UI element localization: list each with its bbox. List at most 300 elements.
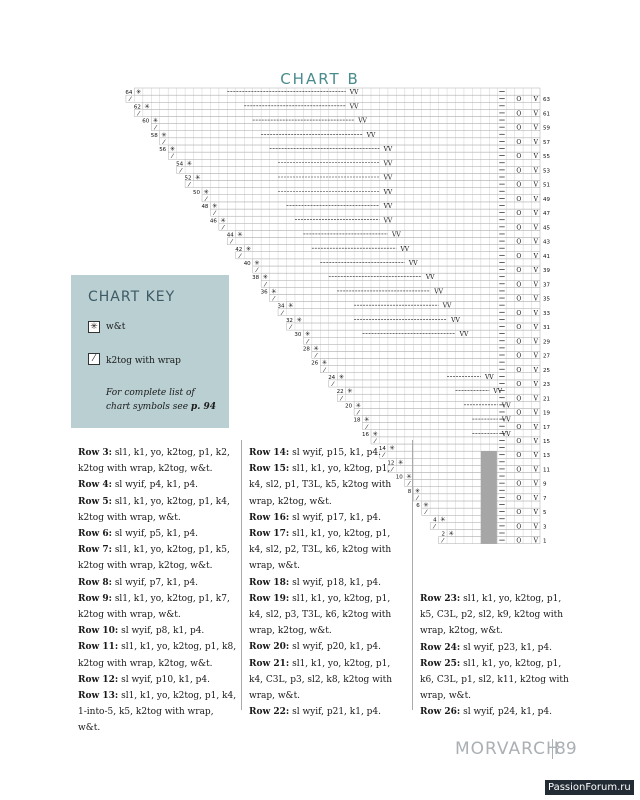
yarn-over-icon: O (516, 381, 522, 389)
row-text: sl wyif, p20, k1, p4. (289, 642, 382, 653)
cable-stitch-icon: VV (501, 430, 511, 438)
row-number-right: 37 (543, 282, 550, 289)
k2tog-with-wrap-icon: ⁄ (442, 536, 444, 545)
chart-row (312, 344, 540, 351)
row-number-right: 27 (543, 353, 550, 360)
slip-stitch-icon: V (533, 338, 538, 346)
instructions-column-3 (420, 591, 578, 721)
row-text: sl wyif, p21, k1, p4. (289, 707, 382, 718)
watermark: PassionForum.ru (545, 780, 634, 795)
slip-stitch-icon: V (533, 494, 538, 502)
wrap-and-turn-icon: ✳ (389, 444, 395, 453)
row-number-left: 18 (353, 417, 361, 424)
row-text: sl1, k1, yo, k2tog, p1, k5, k2tog with wrap, k2tog, w&t. (78, 545, 230, 572)
yarn-over-icon: O (516, 452, 522, 460)
row-text: sl wyif, p24, k1, p4. (460, 707, 553, 718)
chart-row (346, 387, 540, 394)
row-number-right: 43 (543, 239, 550, 246)
row-number-left: 12 (387, 460, 395, 467)
wrap-and-turn-icon: ✳ (397, 458, 404, 467)
slip-stitch-icon: V (533, 452, 538, 460)
row-number-right: 59 (543, 125, 550, 132)
row-number-left: 4 (433, 517, 437, 524)
row-number-right: 23 (543, 382, 550, 389)
row-text: sl1, k1, yo, k2tog, p1, k8, k2tog with wrap, k2tog, w&t. (78, 642, 237, 669)
yarn-over-icon: O (516, 494, 522, 502)
row-text: sl wyif, p18, k1, p4. (289, 577, 382, 588)
yarn-over-icon: O (516, 210, 522, 218)
row-number: Row 12: (78, 674, 119, 685)
instruction-row (78, 494, 238, 526)
cable-stitch-icon: VV (451, 316, 460, 324)
yarn-over-icon: O (516, 252, 522, 260)
row-number-left: 20 (345, 403, 353, 410)
row-number-left: 32 (285, 317, 293, 324)
row-number-right: 5 (543, 510, 547, 517)
row-number-right: 51 (543, 182, 550, 189)
row-number-right: 49 (543, 196, 550, 203)
yarn-over-icon: O (516, 124, 522, 132)
row-number-right: 47 (543, 211, 550, 218)
slip-stitch-icon: V (533, 309, 538, 317)
k2tog-with-wrap-icon: ⁄ (408, 479, 410, 488)
row-number-right: 53 (543, 168, 550, 175)
slip-stitch-icon: V (533, 195, 538, 203)
row-number-right: 25 (543, 367, 550, 374)
wrap-and-turn-icon: ✳ (313, 344, 319, 353)
row-number-right: 61 (543, 111, 550, 118)
cable-stitch-icon: VV (358, 117, 367, 125)
cable-stitch-icon: VV (366, 131, 376, 139)
instruction-row (78, 639, 238, 671)
yarn-over-icon: O (516, 423, 522, 431)
row-text: sl1, k1, yo, k2tog, p1, k6, C3L, p1, sl2, k11, k2tog with wrap, w&t. (420, 658, 569, 702)
cable-stitch-icon: VV (383, 203, 393, 211)
k2tog-with-wrap-icon: ⁄ (222, 223, 224, 232)
row-number-left: 56 (159, 147, 167, 154)
row-number-right: 29 (543, 339, 550, 346)
yarn-over-icon: O (516, 324, 522, 332)
slip-stitch-icon: V (533, 409, 538, 417)
wrap-and-turn-label: w&t (106, 322, 126, 332)
yarn-over-icon: O (516, 195, 522, 203)
row-number-right: 33 (543, 310, 550, 317)
cable-stitch-icon: VV (383, 146, 393, 154)
wrap-and-turn-icon: ✳ (347, 387, 353, 396)
row-number-left: 60 (142, 118, 150, 125)
slip-stitch-icon: V (533, 324, 538, 332)
wrap-and-turn-icon: ✳ (254, 259, 260, 267)
row-number: Row 5: (78, 496, 112, 507)
row-text: sl1, k1, yo, k2tog, p1, k5, C3L, p2, sl2, k9, k2tog with wrap, k2tog, w&t. (420, 594, 564, 637)
cable-stitch-icon: VV (349, 89, 359, 97)
row-number-left: 54 (176, 161, 184, 168)
yarn-over-icon: O (516, 480, 522, 488)
row-number-left: 44 (226, 232, 234, 239)
row-number: Row 13: (78, 691, 119, 702)
yarn-over-icon: O (516, 110, 522, 118)
row-number: Row 25: (420, 658, 461, 669)
slip-stitch-icon: V (533, 153, 538, 161)
row-text: sl1, k1, yo, k2tog, p1, k2, k2tog with wrap, k2tog, w&t. (78, 448, 230, 475)
row-number: Row 19: (249, 593, 290, 604)
row-number-right: 9 (543, 481, 547, 488)
wrap-and-turn-icon: ✳ (161, 130, 167, 139)
instruction-row (249, 639, 407, 655)
row-number-left: 30 (294, 332, 302, 339)
wrap-and-turn-icon: ✳ (211, 202, 218, 211)
wrap-and-turn-icon: ✳ (287, 301, 294, 310)
k2tog-with-wrap-icon: ⁄ (315, 351, 317, 360)
chart-row (396, 458, 540, 465)
row-text: sl wyif, p4, k1, p4. (111, 480, 199, 491)
row-number: Row 18: (249, 577, 290, 588)
row-number-right: 7 (543, 495, 547, 502)
wrap-and-turn-icon: ✳ (406, 472, 412, 481)
instruction-row (78, 477, 238, 493)
instruction-row (420, 640, 578, 656)
cable-stitch-icon: VV (383, 160, 393, 168)
slip-stitch-icon: V (533, 252, 538, 260)
row-number-right: 21 (543, 396, 550, 403)
instruction-row (78, 526, 238, 542)
k2tog-with-wrap-icon: ⁄ (323, 365, 326, 374)
row-number-right: 13 (543, 453, 550, 460)
row-number-left: 10 (395, 474, 403, 481)
row-text: sl1, k1, yo, k2tog, p1, k4, C3L, p3, sl2, k8, k2tog with wrap, w&t. (249, 658, 393, 702)
row-number-left: 8 (407, 488, 412, 495)
chart-row (244, 245, 540, 252)
wrap-and-turn-icon: ✳ (414, 486, 421, 495)
row-text: sl wyif, p7, k1, p4. (111, 577, 199, 588)
yarn-over-icon: O (516, 153, 522, 161)
row-number-left: 52 (184, 175, 192, 182)
chart-row (363, 423, 540, 430)
row-number: Row 17: (249, 529, 290, 540)
cable-stitch-icon: VV (493, 388, 503, 396)
no-stitch-area (481, 451, 497, 544)
slip-stitch-icon: V (533, 295, 538, 303)
row-text: sl1, k1, yo, k2tog, p1, k4, k2tog with wrap, w&t. (78, 496, 230, 523)
row-number-left: 36 (260, 289, 268, 296)
chart-row (210, 209, 540, 216)
row-text: sl1, k1, yo, k2tog, p1, k4, 1-into-5, k5, k2tog with wrap, w&t. (78, 691, 237, 734)
row-number: Row 22: (249, 707, 290, 718)
wrap-and-turn-icon: ✳ (271, 287, 277, 296)
row-number-left: 40 (243, 261, 251, 267)
k2tog-with-wrap-icon: ⁄ (357, 408, 359, 417)
row-number-right: 35 (543, 296, 550, 303)
instruction-row (78, 575, 238, 591)
cable-stitch-icon: VV (392, 231, 401, 239)
yarn-over-icon: O (516, 352, 522, 360)
wrap-and-turn-icon: ✳ (262, 273, 269, 282)
yarn-over-icon: O (516, 537, 522, 545)
row-number-left: 16 (362, 431, 369, 438)
row-number-right: 11 (543, 467, 550, 474)
instruction-row (249, 591, 407, 640)
wrap-and-turn-icon: ✳ (321, 358, 328, 367)
yarn-over-icon: O (516, 138, 522, 146)
row-number-left: 6 (416, 503, 420, 510)
chart-row (329, 380, 540, 387)
row-number-right: 63 (543, 97, 550, 104)
wrap-and-turn-icon: ✳ (364, 415, 370, 424)
yarn-over-icon: O (516, 281, 522, 289)
row-text: sl wyif, p15, k1, p4. (289, 448, 382, 458)
k2tog-with-wrap-icon: ⁄ (205, 194, 207, 203)
row-text: sl wyif, p17, k1, p4. (289, 512, 382, 523)
wrap-and-turn-icon: ✳ (186, 159, 193, 168)
wrap-and-turn-icon: ✳ (245, 244, 252, 253)
row-number: Row 3: (78, 448, 112, 458)
wrap-and-turn-icon: ✳ (220, 216, 226, 225)
row-number-left: 64 (125, 90, 133, 97)
row-number: Row 23: (420, 594, 461, 604)
yarn-over-icon: O (516, 395, 522, 403)
row-number: Row 11: (78, 642, 119, 653)
slip-stitch-icon: V (533, 181, 538, 189)
row-number-left: 62 (133, 104, 141, 111)
instruction-row (249, 575, 407, 591)
row-number: Row 14: (249, 448, 290, 458)
row-text: sl1, k1, yo, k2tog, p1, k4, sl2, p1, T3L, k5, k2tog with wrap, k2tog, w&t. (249, 464, 392, 507)
row-number-right: 1 (543, 538, 547, 545)
wrap-and-turn-icon: ✳ (338, 372, 345, 381)
yarn-over-icon: O (516, 181, 522, 189)
slip-stitch-icon: V (533, 352, 538, 360)
chart-key-box (71, 275, 229, 428)
k2tog-with-wrap-icon: ⁄ (171, 152, 173, 161)
instruction-row (78, 623, 238, 639)
slip-stitch-icon: V (533, 523, 538, 531)
k2tog-with-wrap-icon: ⁄ (180, 166, 182, 175)
chart-row (413, 487, 540, 494)
chart-row (160, 138, 540, 145)
row-number-right: 55 (543, 154, 550, 161)
instructions-column-2 (249, 445, 407, 720)
k2tog-with-wrap-icon: ⁄ (281, 308, 283, 317)
k2tog-with-wrap-icon: ⁄ (273, 294, 275, 303)
row-number-left: 48 (201, 204, 209, 211)
k2tog-with-wrap-symbol-icon: ⁄ (88, 353, 100, 365)
instruction-row (249, 526, 407, 575)
slip-stitch-icon: V (533, 366, 538, 374)
cable-stitch-icon: VV (400, 245, 410, 253)
wrap-and-turn-icon: ✳ (355, 401, 362, 410)
row-number-left: 14 (378, 446, 386, 453)
row-number: Row 9: (78, 593, 112, 604)
row-number-right: 19 (543, 410, 550, 417)
wrap-and-turn-icon: ✳ (372, 429, 378, 438)
wrap-and-turn-icon: ✳ (440, 515, 446, 524)
instruction-row (420, 656, 578, 705)
k2tog-with-wrap-icon: ⁄ (231, 237, 233, 246)
k2tog-with-wrap-icon: ⁄ (256, 266, 258, 275)
slip-stitch-icon: V (533, 509, 538, 517)
k2tog-with-wrap-icon: ⁄ (214, 209, 216, 218)
instruction-row (249, 461, 407, 510)
slip-stitch-icon: V (533, 238, 538, 246)
k2tog-with-wrap-icon: ⁄ (138, 109, 140, 118)
yarn-over-icon: O (516, 224, 522, 232)
row-number: Row 21: (249, 658, 290, 669)
slip-stitch-icon: V (533, 167, 538, 175)
row-number-left: 22 (336, 389, 344, 396)
cable-stitch-icon: VV (501, 416, 511, 424)
row-number: Row 20: (249, 642, 290, 653)
row-number-right: 45 (543, 225, 550, 232)
slip-stitch-icon: V (533, 480, 538, 488)
slip-stitch-icon: V (533, 381, 538, 389)
wrap-and-turn-icon: ✳ (135, 88, 142, 97)
k2tog-with-wrap-icon: ⁄ (290, 323, 292, 332)
row-number-right: 31 (543, 325, 550, 332)
row-number-left: 38 (252, 275, 260, 282)
slip-stitch-icon: V (533, 96, 538, 104)
k2tog-with-wrap-icon: ⁄ (391, 465, 393, 474)
yarn-over-icon: O (516, 295, 522, 303)
instruction-row (249, 445, 407, 461)
row-text: sl wyif, p8, k1, p4. (118, 626, 205, 637)
row-number-left: 2 (441, 531, 446, 538)
wrap-and-turn-icon: ✳ (237, 230, 243, 239)
cable-stitch-icon: VV (408, 260, 418, 267)
chart-row (312, 351, 540, 358)
slip-stitch-icon: V (533, 438, 538, 445)
slip-stitch-icon: V (533, 423, 538, 431)
instruction-row (78, 672, 238, 688)
yarn-over-icon: O (516, 309, 522, 317)
cable-stitch-icon: VV (484, 373, 494, 381)
row-number: Row 24: (420, 642, 461, 653)
row-number: Row 7: (78, 545, 112, 556)
column-divider (241, 440, 242, 710)
k2tog-with-wrap-icon: ⁄ (433, 522, 435, 531)
instruction-row (249, 704, 407, 720)
yarn-over-icon: O (516, 167, 522, 175)
page-number: 89 (552, 739, 577, 759)
k2tog-with-wrap-icon: ⁄ (374, 437, 376, 445)
row-text: sl wyif, p5, k1, p4. (111, 529, 199, 540)
cable-stitch-icon: VV (501, 402, 511, 410)
chart-row (261, 273, 540, 280)
key-note-page-ref: p. 94 (190, 402, 216, 412)
slip-stitch-icon: V (533, 395, 538, 403)
wrap-and-turn-icon: ✳ (152, 116, 159, 125)
yarn-over-icon: O (516, 96, 522, 104)
row-number: Row 6: (78, 529, 112, 540)
k2tog-with-wrap-icon: ⁄ (340, 394, 342, 403)
chart-row (363, 416, 540, 423)
k2tog-with-wrap-icon: ⁄ (416, 493, 419, 502)
chart-row (177, 166, 540, 173)
yarn-over-icon: O (516, 509, 522, 517)
chart-title: CHART B (280, 70, 360, 88)
chart-key-title: CHART KEY (88, 289, 176, 305)
yarn-over-icon: O (516, 409, 522, 417)
row-number-right: 39 (543, 268, 550, 275)
instruction-row (420, 704, 578, 720)
instructions-column-1 (78, 445, 238, 737)
slip-stitch-icon: V (533, 110, 538, 118)
row-text: sl wyif, p23, k1, p4. (460, 642, 553, 653)
row-number: Row 10: (78, 626, 119, 637)
row-number-left: 34 (277, 303, 285, 310)
row-number-left: 46 (209, 218, 217, 225)
slip-stitch-icon: V (533, 281, 538, 289)
k2tog-with-wrap-icon: ⁄ (188, 180, 190, 189)
cable-stitch-icon: VV (383, 188, 393, 196)
row-number-right: 3 (543, 524, 547, 531)
row-number-right: 41 (543, 253, 550, 260)
row-text: sl1, k1, yo, k2tog, p1, k4, sl2, p3, T3L, k6, k2tog with wrap, k2tog, w&t. (249, 593, 392, 637)
yarn-over-icon: O (516, 438, 522, 445)
slip-stitch-icon: V (533, 224, 538, 232)
row-text: sl wyif, p10, k1, p4. (118, 674, 211, 685)
pattern-name: MORVARCH (455, 739, 560, 759)
k2tog-with-wrap-label: k2tog with wrap (106, 356, 181, 366)
cable-stitch-icon: VV (383, 217, 393, 225)
instruction-row (78, 688, 238, 737)
yarn-over-icon: O (516, 338, 522, 346)
slip-stitch-icon: V (533, 138, 538, 146)
chart-row (227, 238, 540, 245)
instruction-row (78, 542, 238, 574)
chart-row (126, 95, 540, 102)
k2tog-with-wrap-icon: ⁄ (307, 337, 309, 346)
yarn-over-icon: O (516, 523, 522, 531)
instruction-row (249, 510, 407, 526)
wrap-and-turn-icon: ✳ (195, 173, 201, 182)
row-number-left: 26 (311, 360, 319, 367)
row-number-left: 58 (150, 132, 158, 139)
slip-stitch-icon: V (533, 267, 538, 275)
k2tog-with-wrap-icon: ⁄ (163, 137, 165, 146)
wrap-and-turn-icon: ✳ (296, 315, 302, 324)
k2tog-with-wrap-icon: ⁄ (332, 380, 334, 389)
slip-stitch-icon: V (533, 210, 538, 218)
k2tog-with-wrap-icon: ⁄ (425, 508, 427, 517)
yarn-over-icon: O (516, 267, 522, 275)
slip-stitch-icon: V (533, 466, 538, 474)
row-number: Row 26: (420, 707, 461, 718)
instruction-row (78, 445, 238, 477)
row-number-left: 24 (328, 374, 336, 381)
instruction-row (78, 591, 238, 623)
k2tog-with-wrap-icon: ⁄ (239, 251, 241, 260)
wrap-and-turn-icon: ✳ (144, 102, 150, 111)
yarn-over-icon: O (516, 366, 522, 374)
cable-stitch-icon: VV (459, 331, 469, 339)
row-number: Row 4: (78, 480, 112, 491)
cable-stitch-icon: VV (349, 103, 359, 111)
column-divider (412, 440, 413, 710)
wrap-and-turn-symbol-icon: ✳ (88, 321, 100, 333)
instruction-row (420, 591, 578, 640)
k2tog-with-wrap-icon: ⁄ (154, 123, 157, 132)
yarn-over-icon: O (516, 466, 522, 474)
yarn-over-icon: O (516, 238, 522, 246)
k2tog-with-wrap-icon: ⁄ (383, 451, 385, 460)
wrap-and-turn-icon: ✳ (169, 145, 176, 154)
row-number: Row 8: (78, 577, 112, 588)
row-number: Row 15: (249, 464, 290, 475)
k2tog-with-wrap-icon: ⁄ (366, 422, 368, 431)
row-text: sl1, k1, yo, k2tog, p1, k4, sl2, p2, T3L, k6, k2tog with wrap, w&t. (249, 529, 392, 572)
row-number-left: 50 (193, 189, 200, 196)
wrap-and-turn-icon: ✳ (448, 529, 455, 538)
